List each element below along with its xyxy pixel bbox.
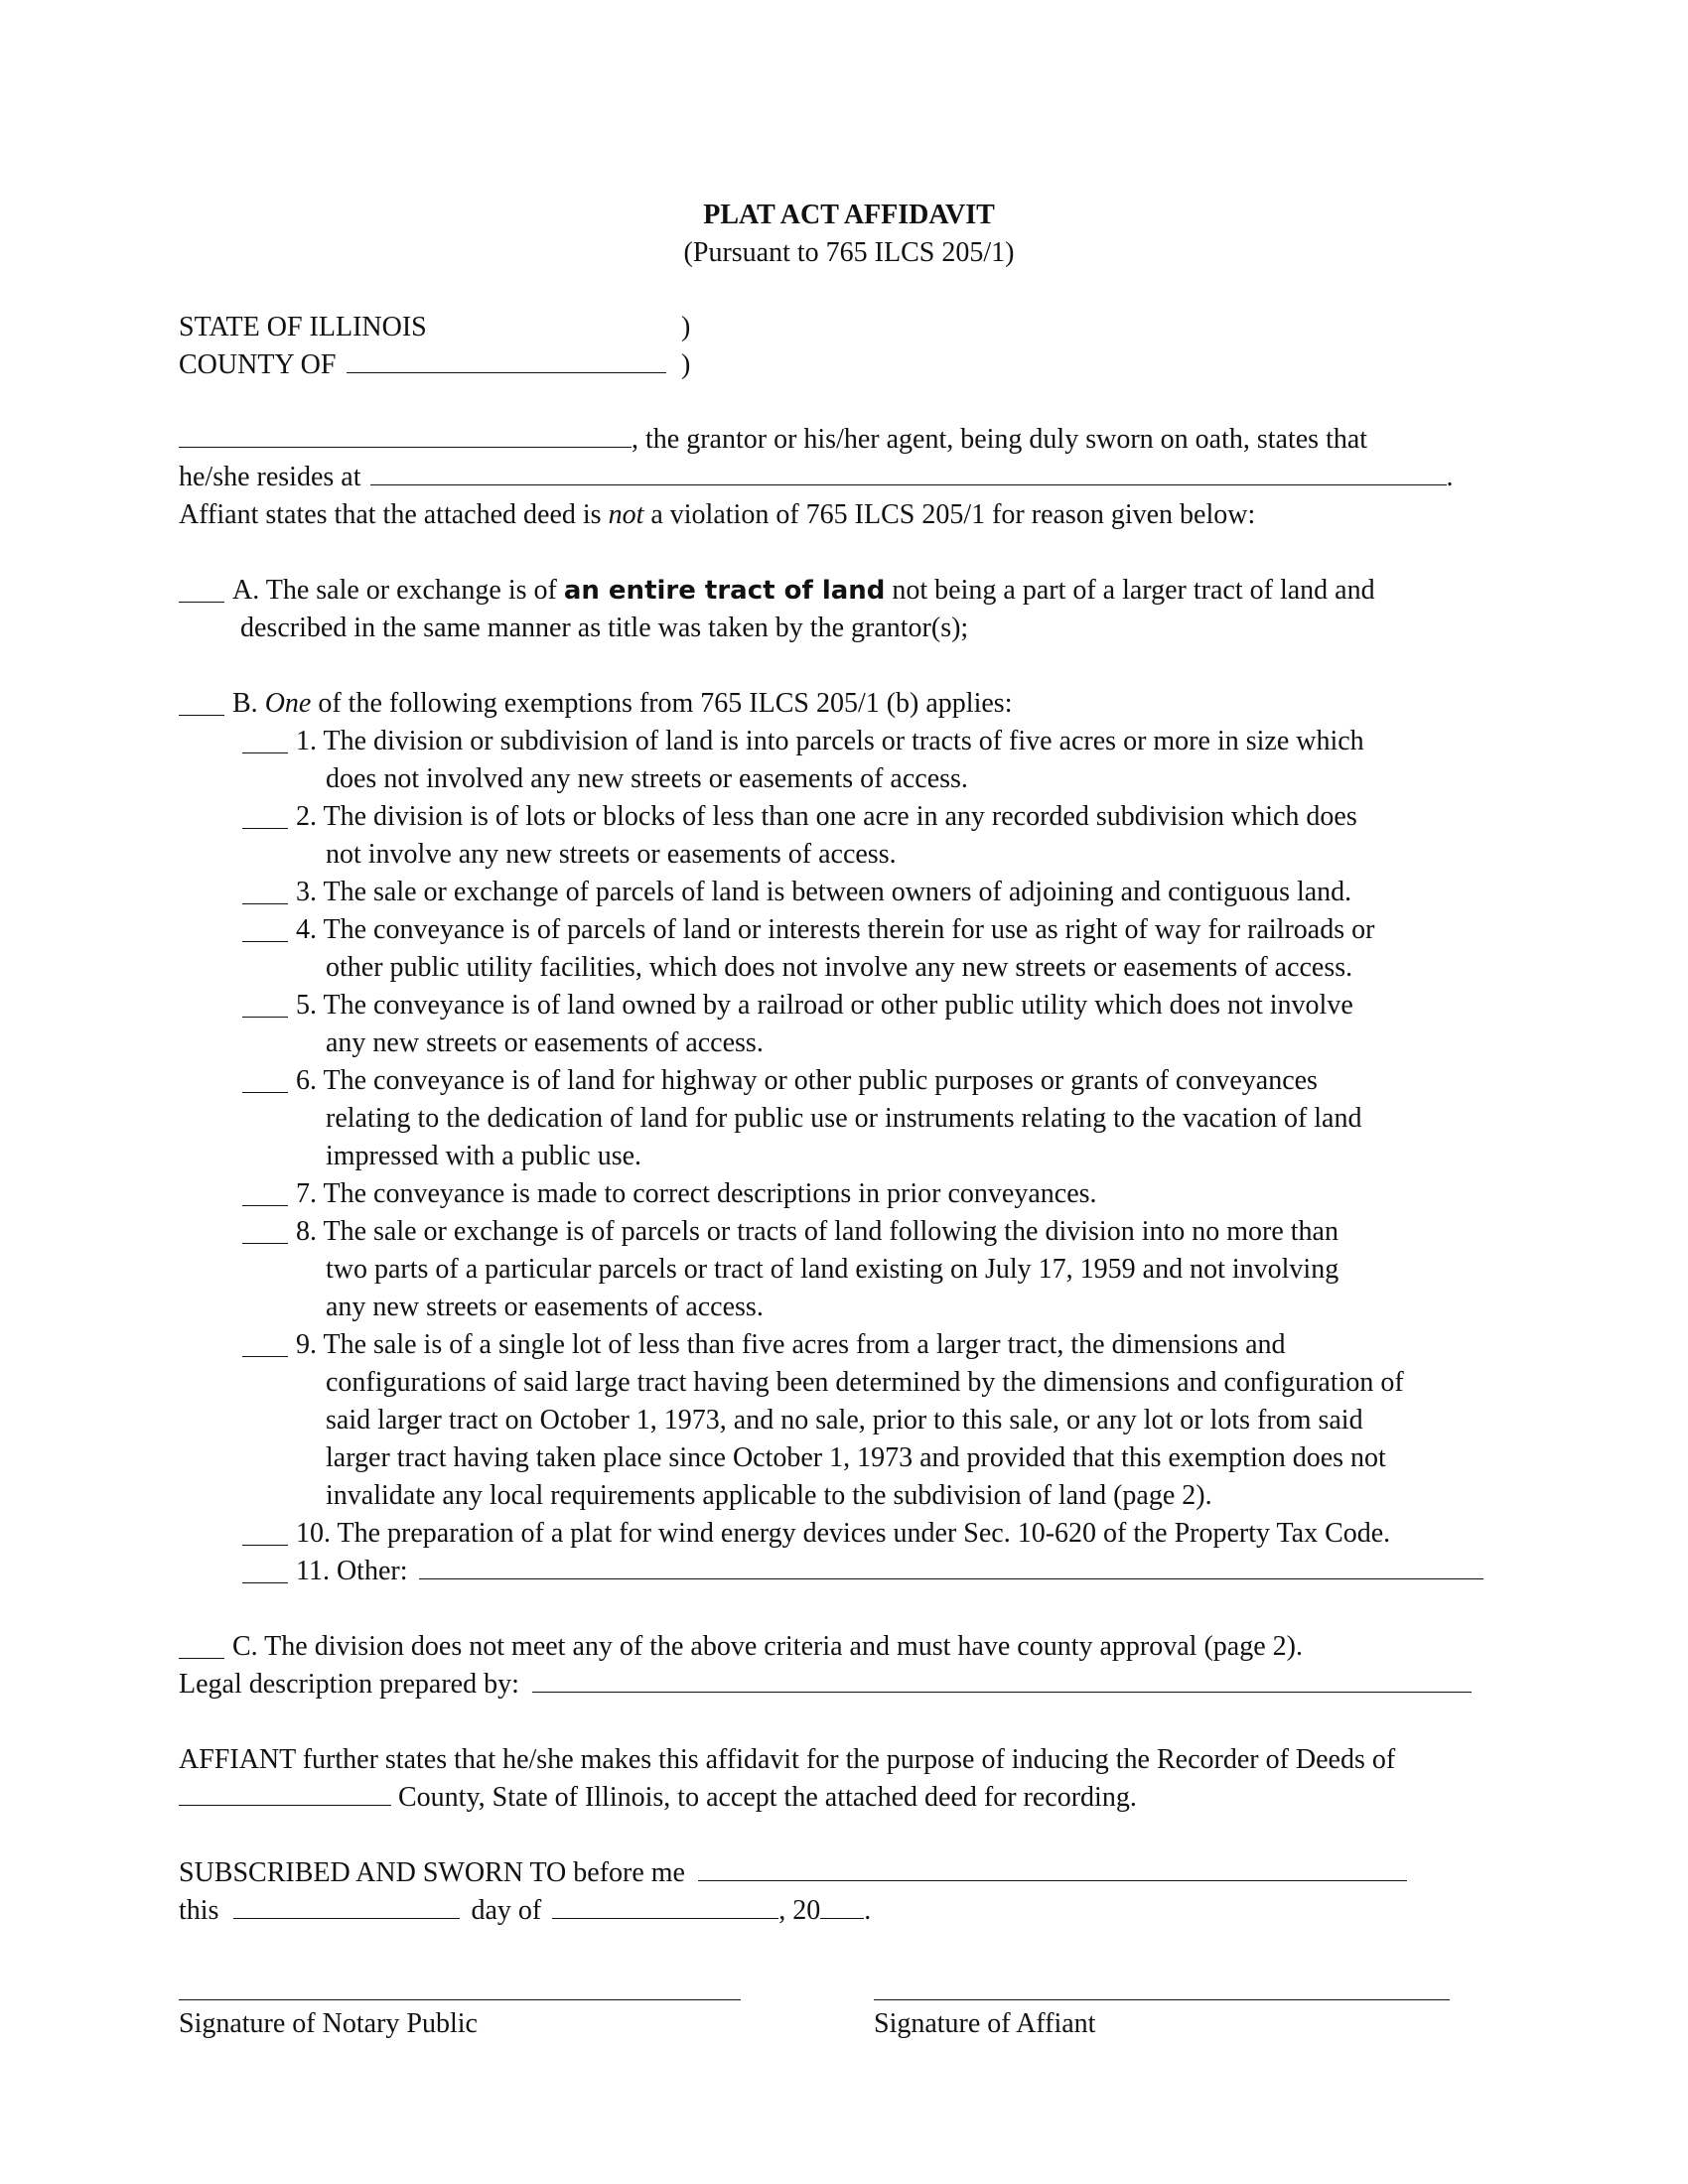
day-of-label: day of [471, 1895, 542, 1926]
page-subtitle: (Pursuant to 765 ILCS 205/1) [683, 237, 1015, 268]
exemption-5-cont: any new streets or easements of access. [326, 1027, 764, 1058]
state-label: STATE OF ILLINOIS [179, 312, 427, 342]
venue-paren-2: ) [681, 349, 691, 380]
legal-description-field[interactable] [532, 1666, 1472, 1693]
option-b-suffix: of the following exemptions from 765 ILCS 205/1 (b) applies: [311, 688, 1013, 719]
this-label: this [179, 1895, 219, 1926]
residence-label: he/she resides at [179, 462, 361, 492]
option-a-prefix: A. The sale or exchange is of [232, 575, 564, 606]
day-field[interactable] [233, 1892, 460, 1919]
exemption-10-checkbox-line[interactable] [242, 1519, 288, 1546]
county-line [179, 346, 666, 384]
county-field[interactable] [347, 346, 666, 373]
option-a-suffix: not being a part of a larger tract of land and [885, 575, 1375, 606]
exemption-5-checkbox-line[interactable] [242, 991, 288, 1018]
date-period: . [864, 1895, 872, 1926]
affiant-statement-text: County, State of Illinois, to accept the attached deed for recording. [398, 1782, 1137, 1813]
exemption-7-text: 7. The conveyance is made to correct descriptions in prior conveyances. [296, 1178, 1097, 1209]
date-line [179, 1892, 871, 1930]
page-title: PLAT ACT AFFIDAVIT [703, 200, 995, 230]
violation-em: not [608, 499, 644, 530]
exemption-9-cont-3: larger tract having taken place since October 1, 1973 and provided that this exemption does not [326, 1442, 1386, 1473]
county-label: COUNTY OF [179, 349, 337, 380]
subscribed-line [179, 1854, 1407, 1892]
residence-line [179, 459, 1454, 496]
exemption-8-checkbox-line[interactable] [242, 1217, 288, 1244]
residence-period: . [1446, 462, 1454, 492]
affiant-statement-line1: AFFIANT further states that he/she makes this affidavit for the purpose of inducing the Recorder of Deeds of [179, 1744, 1396, 1775]
violation-post: a violation of 765 ILCS 205/1 for reason given below: [643, 499, 1256, 530]
exemption-6-text: 6. The conveyance is of land for highway or other public purposes or grants of conveyances [296, 1065, 1318, 1096]
option-b-prefix: B. [232, 688, 265, 719]
exemption-4-checkbox-line[interactable] [242, 915, 288, 942]
exemption-9-cont-1: configurations of said large tract having been determined by the dimensions and configuration of [326, 1367, 1404, 1398]
exemption-6-cont-1: relating to the dedication of land for public use or instruments relating to the vacation of land [326, 1103, 1362, 1134]
option-c-text: C. The division does not meet any of the above criteria and must have county approval (page 2). [232, 1631, 1303, 1662]
option-b-em: One [264, 688, 312, 719]
grantor-name-field[interactable] [179, 421, 632, 448]
grantor-statement: , the grantor or his/her agent, being duly sworn on oath, states that [632, 424, 1368, 455]
exemption-11-text: 11. Other: [296, 1556, 408, 1586]
violation-statement [179, 496, 1255, 534]
exemption-9-text: 9. The sale is of a single lot of less than five acres from a larger tract, the dimensions and [296, 1329, 1286, 1360]
exemption-8-cont-1: two parts of a particular parcels or tract of land existing on July 17, 1959 and not involving [326, 1254, 1339, 1285]
exemption-8-text: 8. The sale or exchange is of parcels or tracts of land following the division into no more than [296, 1216, 1338, 1247]
subscribed-label: SUBSCRIBED AND SWORN TO before me [179, 1857, 685, 1888]
exemption-9-cont-4: invalidate any local requirements applicable to the subdivision of land (page 2). [326, 1480, 1212, 1511]
affidavit-page [179, 0, 1519, 2184]
option-a-bold: an entire tract of land [563, 576, 886, 606]
year-field[interactable] [820, 1892, 864, 1919]
exemption-2-cont: not involve any new streets or easements of access. [326, 839, 897, 870]
exemption-9-checkbox-line[interactable] [242, 1330, 288, 1357]
exemption-1-cont: does not involved any new streets or easements of access. [326, 763, 968, 794]
exemption-3-text: 3. The sale or exchange of parcels of land is between owners of adjoining and contiguous land. [296, 877, 1352, 907]
affiant-signature-label: Signature of Affiant [874, 2008, 1096, 2039]
option-a-line2: described in the same manner as title was taken by the grantor(s); [240, 613, 969, 643]
exemption-8-cont-2: any new streets or easements of access. [326, 1292, 764, 1322]
option-c-checkbox-line[interactable] [179, 1632, 224, 1659]
notary-signature-label: Signature of Notary Public [179, 2008, 478, 2039]
violation-pre: Affiant states that the attached deed is [179, 499, 609, 530]
option-b-checkbox-line[interactable] [179, 689, 224, 716]
month-field[interactable] [552, 1892, 778, 1919]
affiant-signature-line[interactable] [874, 1997, 1450, 2000]
exemption-4-text: 4. The conveyance is of parcels of land or interests therein for use as right of way for railroads or [296, 914, 1375, 945]
exemption-5-text: 5. The conveyance is of land owned by a railroad or other public utility which does not involve [296, 990, 1353, 1021]
legal-description-line [179, 1666, 1472, 1704]
exemption-2-checkbox-line[interactable] [242, 802, 288, 829]
notary-signature-line[interactable] [179, 1997, 741, 2000]
residence-field[interactable] [370, 459, 1447, 485]
exemption-3-checkbox-line[interactable] [242, 878, 288, 904]
exemption-9-cont-2: said larger tract on October 1, 1973, and no sale, prior to this sale, or any lot or lots from said [326, 1405, 1363, 1435]
grantor-line [179, 421, 1367, 459]
affiant-statement-line2 [179, 1779, 1137, 1817]
exemption-1-text: 1. The division or subdivision of land is into parcels or tracts of five acres or more in size which [296, 726, 1364, 756]
state-line [179, 309, 427, 346]
exemption-6-cont-2: impressed with a public use. [326, 1141, 642, 1171]
year-prefix: , 20 [778, 1895, 821, 1926]
exemption-1-checkbox-line[interactable] [242, 727, 288, 753]
exemption-10-text: 10. The preparation of a plat for wind energy devices under Sec. 10-620 of the Property Tax Code. [296, 1518, 1391, 1549]
sworn-before-field[interactable] [698, 1854, 1407, 1881]
other-exemption-field[interactable] [419, 1553, 1483, 1579]
exemption-2-text: 2. The division is of lots or blocks of less than one acre in any recorded subdivision which does [296, 801, 1357, 832]
exemption-6-checkbox-line[interactable] [242, 1066, 288, 1093]
exemption-4-cont: other public utility facilities, which does not involve any new streets or easements of access. [326, 952, 1353, 983]
legal-description-label: Legal description prepared by: [179, 1669, 519, 1700]
option-a-checkbox-line[interactable] [179, 576, 224, 603]
recorder-county-field[interactable] [179, 1779, 391, 1806]
venue-paren-1: ) [681, 312, 691, 342]
exemption-7-checkbox-line[interactable] [242, 1179, 288, 1206]
exemption-11-checkbox-line[interactable] [242, 1557, 288, 1583]
